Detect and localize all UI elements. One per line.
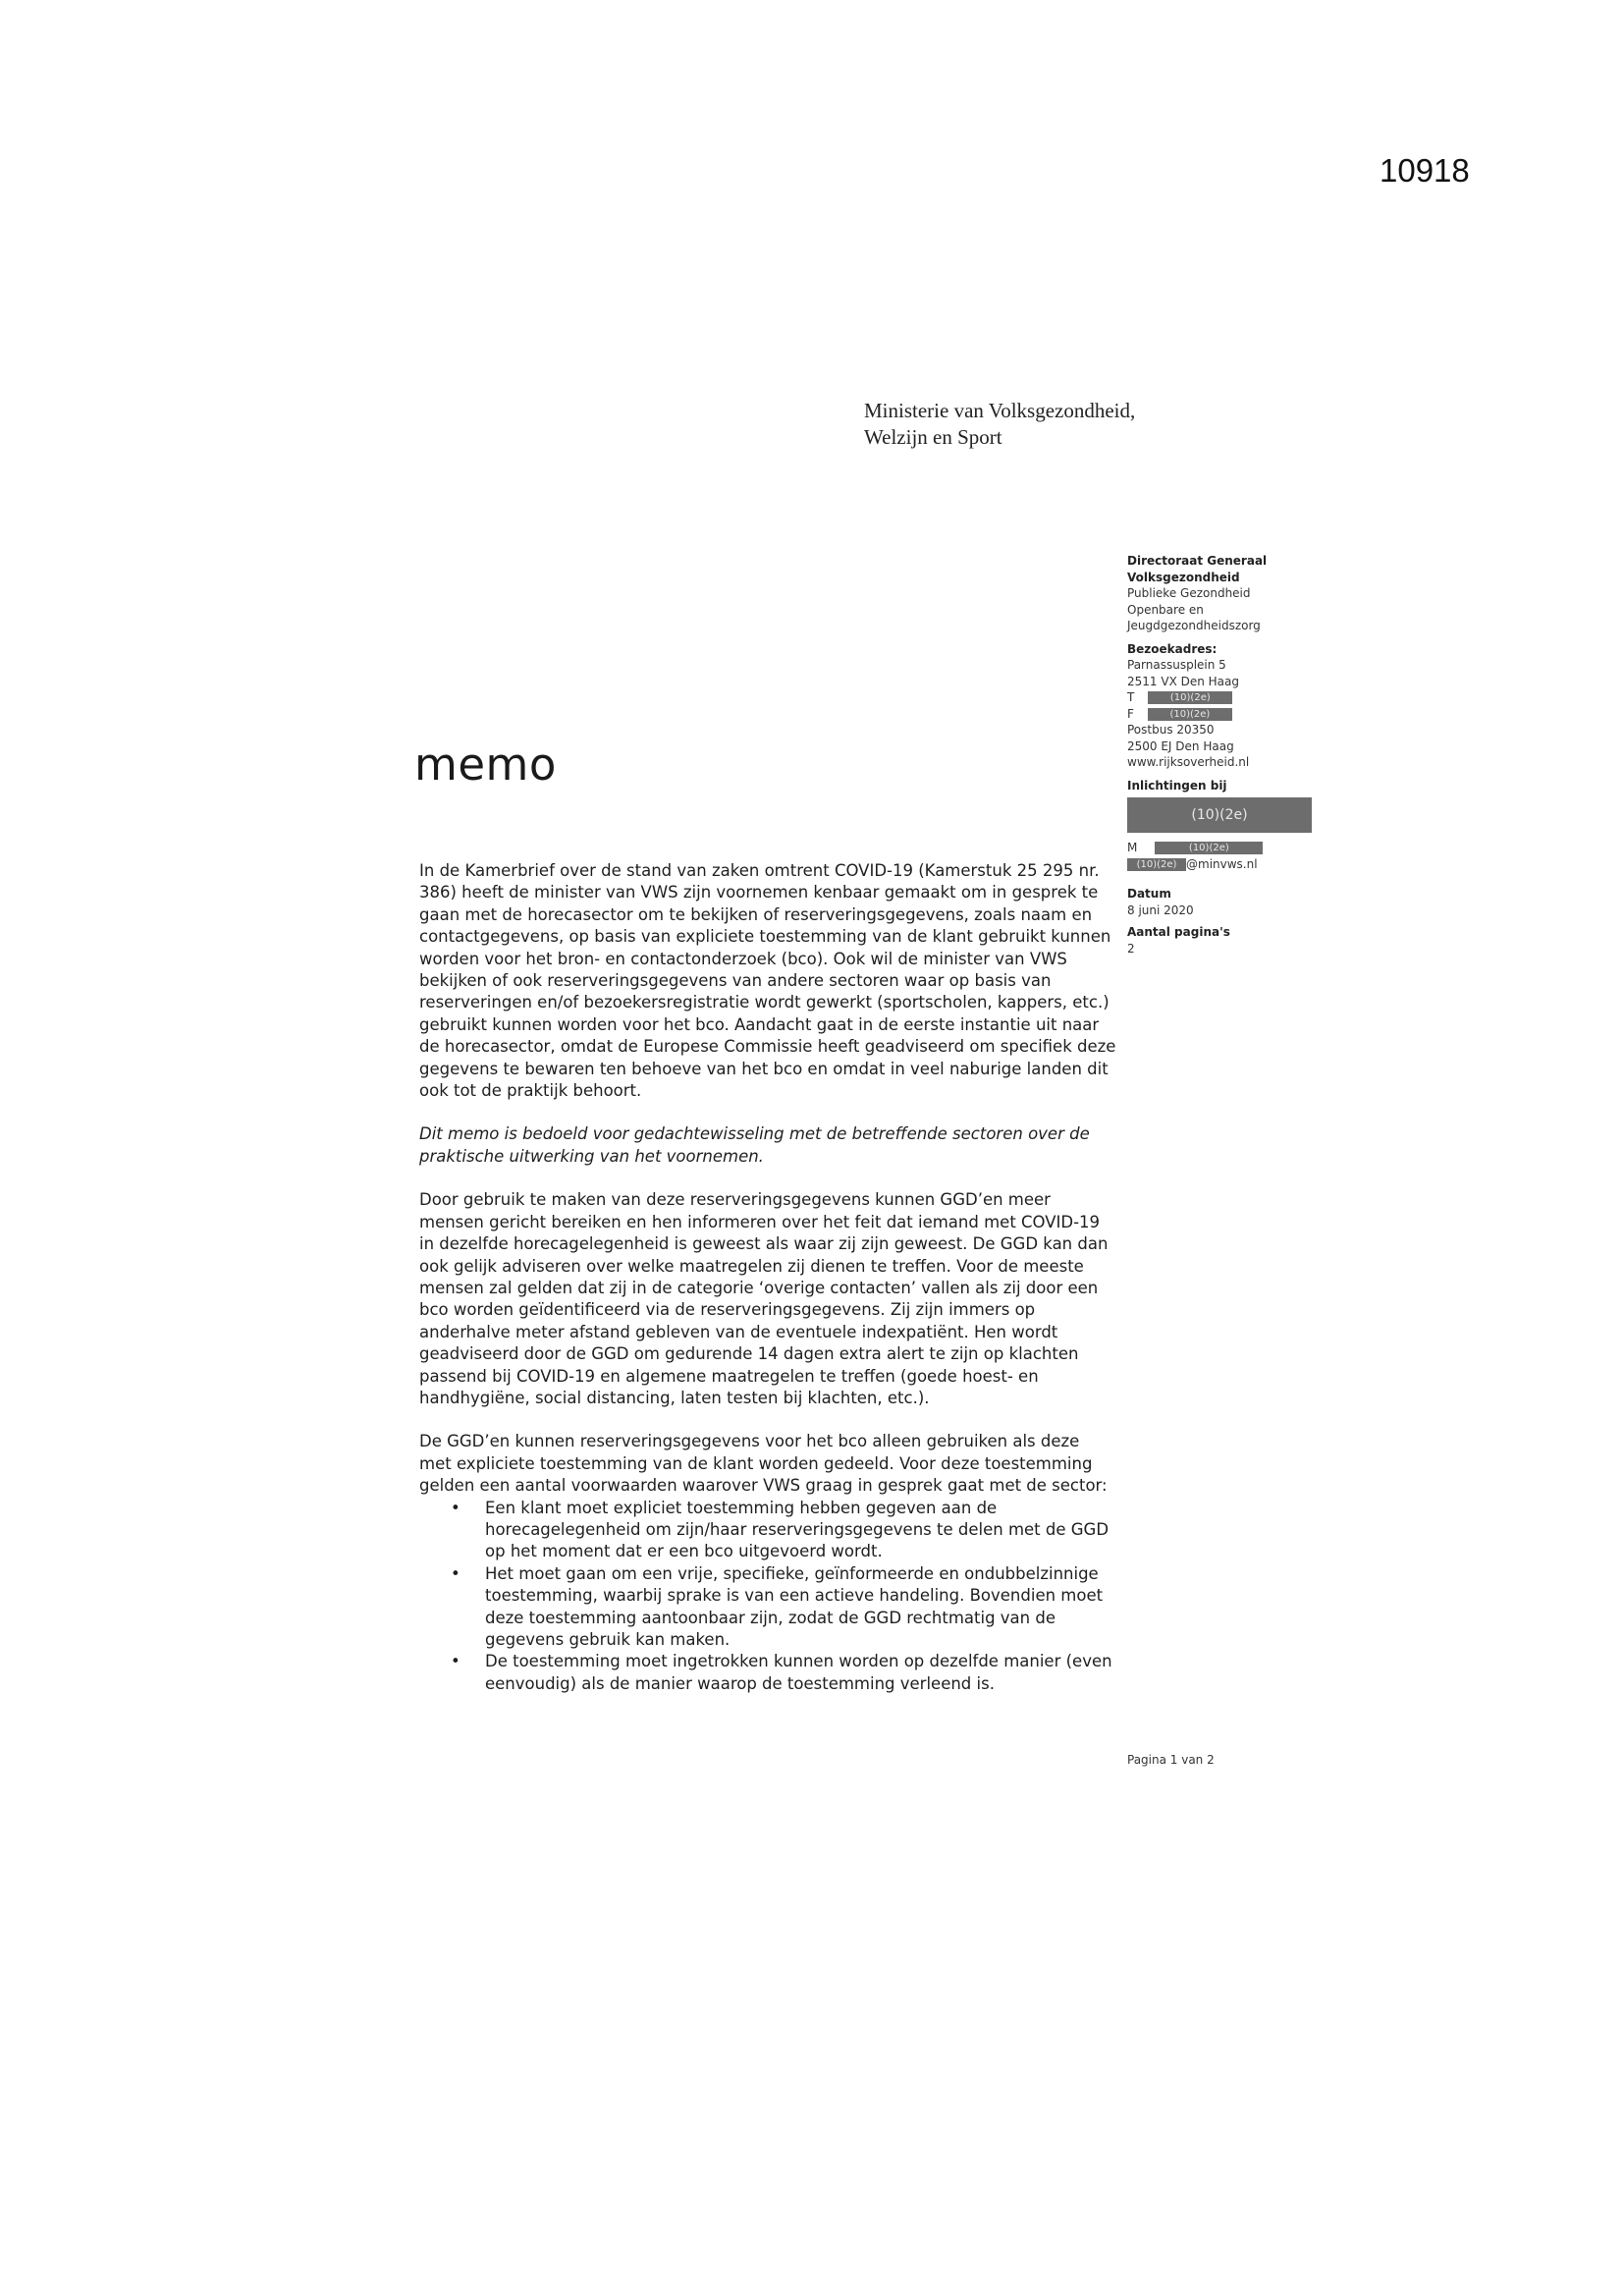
list-item-text: De toestemming moet ingetrokken kunnen worden op dezelfde manier (even eenvoudig) als de manier waarop de toestemming verleend is. xyxy=(485,1652,1112,1693)
sender-info-sidebar xyxy=(1127,553,1324,957)
postbus: Postbus 20350 xyxy=(1127,723,1215,737)
paragraph-benefits: Door gebruik te maken van deze reserveringsgegevens kunnen GGD’en meer mensen gericht bereiken en hen informeren over het feit dat iemand met COVID-19 in dezelfde horecagelegenheid is geweest als waar zij zijn geweest. De GGD kan dan ook gelijk adviseren over welke maatregelen zij dienen te treffen. Voor de meeste mensen zal gelden dat zij in de categorie ‘overige contacten’ vallen als zij door een bco worden geïdentificeerd via de reserveringsgegevens. Zij zijn immers op anderhalve meter afstand gebleven van de eventuele indexpatiënt. Hen wordt geadviseerd door de GGD om gedurende 14 dagen extra alert te zijn op klachten passend bij COVID-19 en algemene maatregelen te treffen (goede hoest- en handhygiëne, social distancing, laten testen bij klachten, etc.). xyxy=(419,1190,1109,1407)
info-label: Inlichtingen bij xyxy=(1127,778,1227,793)
department-line2: Openbare en xyxy=(1127,602,1204,617)
document-number: 10918 xyxy=(1380,152,1470,189)
visit-street: Parnassusplein 5 xyxy=(1127,658,1226,672)
website: www.rijksoverheid.nl xyxy=(1127,755,1250,769)
phone-label: T xyxy=(1127,690,1135,704)
ministry-logo-text xyxy=(864,398,1135,451)
ministry-name-line1: Ministerie van Volksgezondheid, xyxy=(864,399,1136,422)
contact-name-redaction: (10)(2e) xyxy=(1127,797,1312,833)
email-row xyxy=(1127,856,1324,873)
paragraph-purpose: Dit memo is bedoeld voor gedachtewisseling met de betreffende sectoren over de praktische uitwerking van het voornemen. xyxy=(419,1124,1090,1166)
phone-row xyxy=(1127,689,1324,706)
list-item xyxy=(419,1498,1116,1563)
fax-redaction: (10)(2e) xyxy=(1148,708,1232,721)
paragraph-intro: In de Kamerbrief over de stand van zaken omtrent COVID-19 (Kamerstuk 25 295 nr. 386) heeft de minister van VWS zijn voornemen kenbaar gemaakt om in gesprek te gaan met de horecasector om te bekijken of reserveringsgegevens, zoals naam en contactgegevens, op basis van expliciete toestemming van de klant gebruikt kunnen worden voor het bron- en contactonderzoek (bco). Ook wil de minister van VWS bekijken of ook reserveringsgegevens van andere sectoren waar op basis van reserveringen en/of bezoekersregistratie wordt gewerkt (sportscholen, kappers, etc.) gebruikt kunnen worden voor het bco. Aandacht gaat in de eerste instantie uit naar de horecasector, omdat de Europese Commissie heeft geadviseerd om specifiek deze gegevens te bewaren ten behoeve van het bco en omdat in veel naburige landen dit ook tot de praktijk behoort. xyxy=(419,861,1116,1101)
email-suffix: @minvws.nl xyxy=(1186,856,1258,871)
bullet-icon: • xyxy=(451,1563,460,1583)
dg-name-line1: Directoraat Generaal xyxy=(1127,554,1268,568)
memo-title: memo xyxy=(414,738,557,791)
fax-label: F xyxy=(1127,706,1134,721)
visit-city: 2511 VX Den Haag xyxy=(1127,674,1239,688)
paragraph-conditions: De GGD’en kunnen reserveringsgegevens voor het bco alleen gebruiken als deze met expliciete toestemming van de klant worden gedeeld. Voor deze toestemming gelden een aantal voorwaarden waarover VWS graag in gesprek gaat met de sector: xyxy=(419,1432,1108,1496)
list-item xyxy=(419,1651,1116,1695)
bullet-icon: • xyxy=(451,1652,460,1671)
ministry-name-line2: Welzijn en Sport xyxy=(864,425,1002,449)
mobile-label: M xyxy=(1127,841,1138,854)
mobile-row xyxy=(1127,840,1324,856)
pages-value: 2 xyxy=(1127,941,1135,956)
list-item xyxy=(419,1563,1116,1652)
date-label: Datum xyxy=(1127,887,1171,901)
list-item-text: Het moet gaan om een vrije, specifieke, geïnformeerde en ondubbelzinnige toestemming, waarbij sprake is van een actieve handeling. Bovendien moet deze toestemming aantoonbaar zijn, zodat de GGD rechtmatig van de gegevens gebruik kan maken. xyxy=(485,1563,1104,1649)
department-line3: Jeugdgezondheidszorg xyxy=(1127,619,1261,632)
email-redaction: (10)(2e) xyxy=(1127,858,1186,871)
memo-body xyxy=(419,860,1116,1695)
list-item-text: Een klant moet expliciet toestemming hebben gegeven aan de horecagelegenheid om zijn/haar reserveringsgegevens te delen met de GGD op het moment dat er een bco uitgevoerd wordt. xyxy=(485,1498,1110,1561)
bullet-icon: • xyxy=(451,1498,460,1517)
department-line1: Publieke Gezondheid xyxy=(1127,586,1251,600)
date-value: 8 juni 2020 xyxy=(1127,902,1194,917)
post-city: 2500 EJ Den Haag xyxy=(1127,738,1234,753)
dg-name-line2: Volksgezondheid xyxy=(1127,570,1240,584)
page-indicator: Pagina 1 van 2 xyxy=(1127,1753,1215,1767)
conditions-list xyxy=(419,1498,1116,1696)
phone-redaction: (10)(2e) xyxy=(1148,691,1232,704)
pages-label: Aantal pagina's xyxy=(1127,925,1230,939)
mobile-redaction: (10)(2e) xyxy=(1155,842,1263,854)
visit-address-label: Bezoekadres: xyxy=(1127,641,1218,656)
fax-row xyxy=(1127,706,1324,723)
